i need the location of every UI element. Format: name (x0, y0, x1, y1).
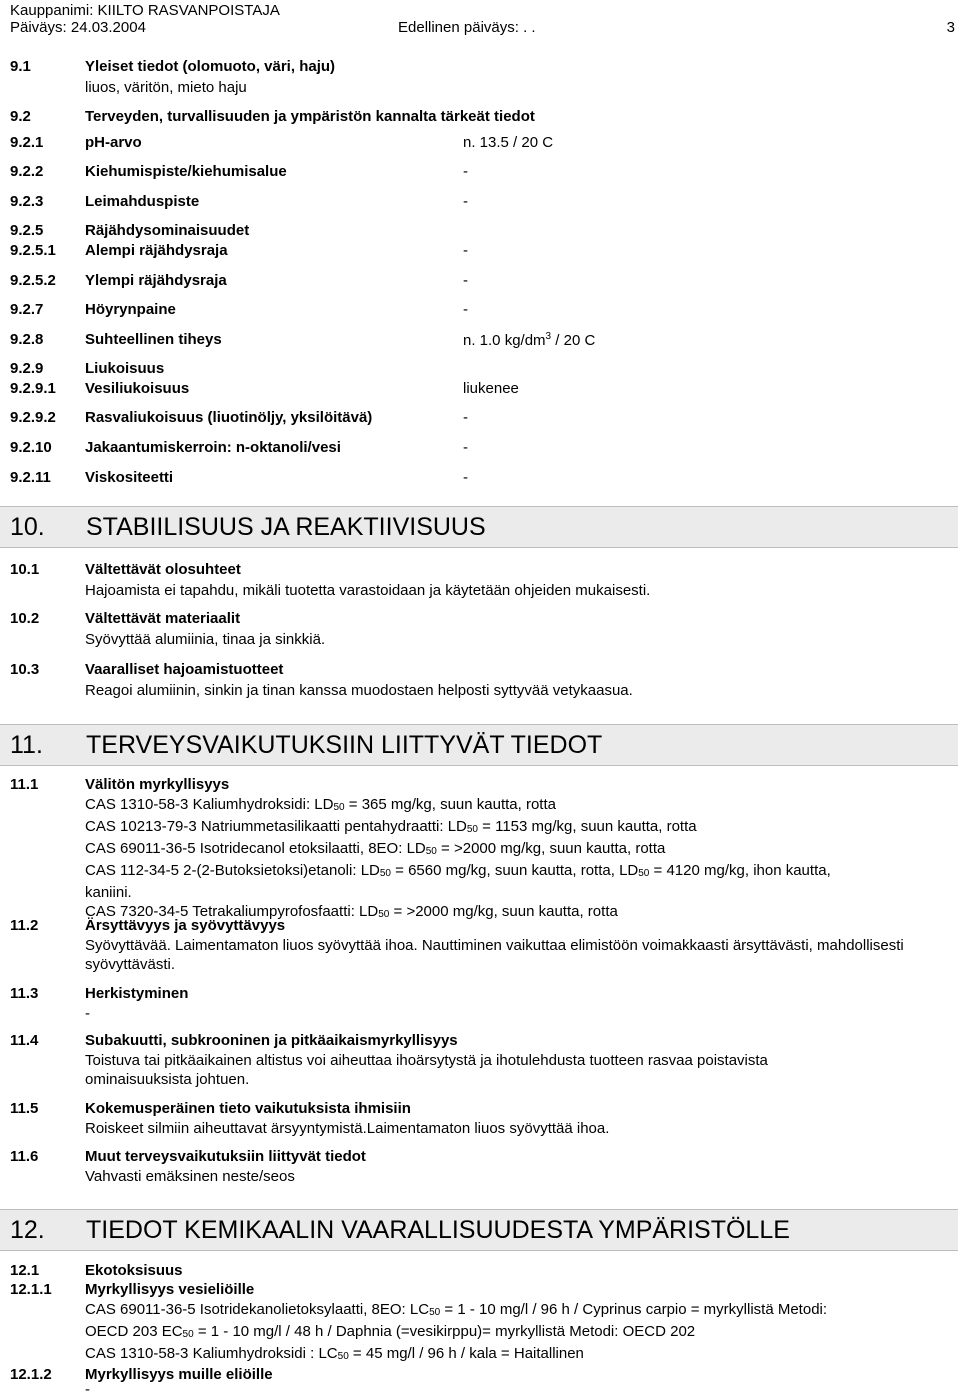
item-label: Ekotoksisuus (85, 1262, 183, 1279)
item-label: Herkistyminen (85, 985, 189, 1002)
item-label: Vältettävät materiaalit (85, 610, 241, 627)
item-label: Muut terveysvaikutuksiin liittyvät tiedot (85, 1148, 366, 1165)
item-12-1-2-text: - (85, 1381, 90, 1398)
item-number: 9.2.9.2 (10, 409, 56, 426)
item-number: 12.1 (10, 1262, 40, 1279)
toxicity-line: kaniini. (85, 884, 132, 901)
item-number: 9.2 (10, 108, 31, 125)
item-label: Vesiliukoisuus (85, 380, 190, 397)
item-number: 11.2 (10, 917, 39, 934)
item-number: 9.2.5.2 (10, 272, 56, 289)
text: = 1153 mg/kg, suun kautta, rotta (478, 818, 697, 835)
ld: LD (360, 862, 380, 879)
item-11-4-text: Toistuva tai pitkäaikainen altistus voi aiheuttaa ihoärsytystä ja ihotulehdusta tuotteen rasvaa poistavista ominaisuuksista johtuen. (85, 1052, 768, 1088)
sub: 50 (337, 1351, 349, 1362)
superscript: 3 (545, 331, 552, 342)
sub: 50 (466, 824, 478, 835)
item-number: 11.6 (10, 1148, 39, 1165)
item-number: 12.1.1 (10, 1281, 52, 1298)
item-11-3-text: - (85, 1005, 90, 1022)
text: = 1 - 10 mg/l / 48 h / Daphnia (=vesikirppu)= myrkyllistä Metodi: OECD 202 (193, 1323, 696, 1340)
density-value: n. 1.0 kg/dm (463, 332, 546, 349)
item-value: - (463, 439, 468, 456)
section-10-heading (0, 506, 958, 548)
item-value (463, 331, 595, 349)
product-name: Kauppanimi: KIILTO RASVANPOISTAJA (10, 2, 280, 19)
item-number: 9.2.11 (10, 469, 51, 486)
section-number: 12. (10, 1216, 45, 1244)
section-number: 10. (10, 513, 45, 541)
item-value: - (463, 272, 468, 289)
item-label: Vaaralliset hajoamistuotteet (85, 661, 284, 678)
text: CAS 69011-36-5 Isotridecanol etoksilaatti, 8EO: (85, 840, 407, 857)
item-label: Kokemusperäinen tieto vaikutuksista ihmisiin (85, 1100, 411, 1117)
ecotox-line (85, 1322, 935, 1344)
toxicity-line (85, 817, 935, 839)
item-label: Myrkyllisyys vesieliöille (85, 1281, 255, 1298)
item-10-2-text: Syövyttää alumiinia, tinaa ja sinkkiä. (85, 631, 326, 648)
page-number: 3 (946, 19, 955, 36)
item-number: 9.2.9 (10, 360, 44, 377)
item-label: Kiehumispiste/kiehumisalue (85, 163, 287, 180)
item-11-5-text: Roiskeet silmiin aiheuttavat ärsyyntymistä.Laimentamaton liuos syövyttää ihoa. (85, 1120, 610, 1137)
ld: LD (314, 796, 334, 813)
item-value: - (463, 193, 468, 210)
section-11-heading (0, 724, 958, 766)
text: CAS 112-34-5 2-(2-Butoksietoksi)etanoli: (85, 862, 361, 879)
item-value: - (463, 469, 468, 486)
item-number: 9.2.5.1 (10, 242, 56, 259)
text: = >2000 mg/kg, suun kautta, rotta (389, 903, 618, 920)
text: = 1 - 10 mg/l / 96 h / Cyprinus carpio = myrkyllistä Metodi: (440, 1301, 828, 1318)
item-number: 11.3 (10, 985, 39, 1002)
item-number: 9.2.5 (10, 222, 44, 239)
item-number: 9.2.1 (10, 134, 44, 151)
ld: LD (619, 862, 639, 879)
section-title: TERVEYSVAIKUTUKSIIN LIITTYVÄT TIEDOT (86, 731, 603, 759)
text: = 4120 mg/kg, ihon kautta, (649, 862, 831, 879)
item-label: Leimahduspiste (85, 193, 200, 210)
ld: LD (447, 818, 467, 835)
toxicity-line (85, 861, 935, 883)
item-number: 12.1.2 (10, 1366, 52, 1383)
sub: 50 (638, 868, 650, 879)
toxicity-list (85, 795, 935, 924)
item-value: liukenee (463, 380, 519, 397)
ecotox-line (85, 1300, 935, 1322)
item-number: 10.1 (10, 561, 40, 578)
item-label: Liukoisuus (85, 360, 165, 377)
text: OECD 203 (85, 1323, 162, 1340)
ld: LD (406, 840, 426, 857)
item-11-6-text: Vahvasti emäksinen neste/seos (85, 1168, 295, 1185)
text: = 365 mg/kg, suun kautta, rotta (344, 796, 556, 813)
item-value: - (463, 163, 468, 180)
text: = >2000 mg/kg, suun kautta, rotta (436, 840, 666, 857)
item-number: 9.2.7 (10, 301, 44, 318)
item-number: 9.2.2 (10, 163, 44, 180)
item-label: Jakaantumiskerroin: n-oktanoli/vesi (85, 439, 341, 456)
item-label: Välitön myrkyllisyys (85, 776, 230, 793)
item-label: Terveyden, turvallisuuden ja ympäristön kannalta tärkeät tiedot (85, 108, 535, 125)
item-label: Ylempi räjähdysraja (85, 272, 227, 289)
lc: LC (409, 1301, 430, 1318)
item-10-3-text: Reagoi alumiinin, sinkin ja tinan kanssa muodostaen helposti syttyvää vetykaasua. (85, 682, 633, 699)
item-10-1-text: Hajoamista ei tapahdu, mikäli tuotetta varastoidaan ja käytetään ohjeiden mukaisesti. (85, 582, 651, 599)
item-number: 9.2.9.1 (10, 380, 56, 397)
item-label: Suhteellinen tiheys (85, 331, 222, 348)
item-label: Alempi räjähdysraja (85, 242, 228, 259)
item-number: 11.4 (10, 1032, 39, 1049)
text: CAS 69011-36-5 Isotridekanolietoksylaatti, 8EO: (85, 1301, 410, 1318)
density-temp: / 20 C (551, 332, 596, 349)
sub: 50 (425, 846, 437, 857)
ecotox-line (85, 1344, 935, 1366)
item-label: pH-arvo (85, 134, 142, 151)
item-number: 10.3 (10, 661, 40, 678)
section-title: TIEDOT KEMIKAALIN VAARALLISUUDESTA YMPÄRISTÖLLE (86, 1216, 790, 1244)
section-title: STABIILISUUS JA REAKTIIVISUUS (86, 513, 486, 541)
item-label: Myrkyllisyys muille eliöille (85, 1366, 273, 1383)
item-label: Ärsyttävyys ja syövyttävyys (85, 917, 286, 934)
item-label: Vältettävät olosuhteet (85, 561, 241, 578)
sub: 50 (333, 802, 345, 813)
item-number: 9.1 (10, 58, 31, 75)
item-value: n. 13.5 / 20 C (463, 134, 554, 151)
item-number: 11.1 (10, 776, 39, 793)
sub: 50 (379, 868, 391, 879)
sub: 50 (182, 1329, 194, 1340)
item-value: - (463, 242, 468, 259)
item-label: Yleiset tiedot (olomuoto, väri, haju) (85, 58, 336, 75)
item-value: - (463, 409, 468, 426)
text: = 6560 mg/kg, suun kautta, rotta, (391, 862, 620, 879)
text: CAS 7320-34-5 Tetrakaliumpyrofosfaatti: (85, 903, 360, 920)
text: CAS 1310-58-3 Kaliumhydroksidi : (85, 1345, 319, 1362)
ecotox-list (85, 1300, 935, 1366)
lc: LC (318, 1345, 338, 1362)
item-label: Rasvaliukoisuus (liuotinöljy, yksilöitävä) (85, 409, 373, 426)
item-11-2-text: Syövyttävää. Laimentamaton liuos syövyttää ihoa. Nauttiminen vaikuttaa elimistöön voimakkaasti ärsyttävästi, mahdollisesti syövyttävästi. (85, 937, 904, 973)
item-number: 9.2.10 (10, 439, 52, 456)
sub: 50 (429, 1307, 441, 1318)
section-number: 11. (10, 731, 43, 759)
text: = 45 mg/l / 96 h / kala = Haitallinen (348, 1345, 584, 1362)
sub: 50 (378, 909, 390, 920)
text: CAS 1310-58-3 Kaliumhydroksidi: (85, 796, 315, 813)
section-12-heading (0, 1209, 958, 1251)
previous-date: Edellinen päiväys: . . (398, 19, 536, 36)
item-number: 9.2.8 (10, 331, 44, 348)
toxicity-line (85, 839, 935, 861)
item-label: Subakuutti, subkrooninen ja pitkäaikaismyrkyllisyys (85, 1032, 458, 1049)
item-number: 10.2 (10, 610, 40, 627)
ec: EC (161, 1323, 183, 1340)
item-label: Räjähdysominaisuudet (85, 222, 250, 239)
item-label: Viskositeetti (85, 469, 174, 486)
item-label: Höyrynpaine (85, 301, 176, 318)
toxicity-line (85, 795, 935, 817)
item-number: 11.5 (10, 1100, 39, 1117)
item-value: - (463, 301, 468, 318)
item-number: 9.2.3 (10, 193, 44, 210)
ld: LD (359, 903, 379, 920)
item-9-1-text: liuos, väritön, mieto haju (85, 79, 247, 96)
document-header (10, 2, 280, 36)
text: CAS 10213-79-3 Natriummetasilikaatti pentahydraatti: (85, 818, 448, 835)
document-date: Päiväys: 24.03.2004 (10, 19, 146, 36)
